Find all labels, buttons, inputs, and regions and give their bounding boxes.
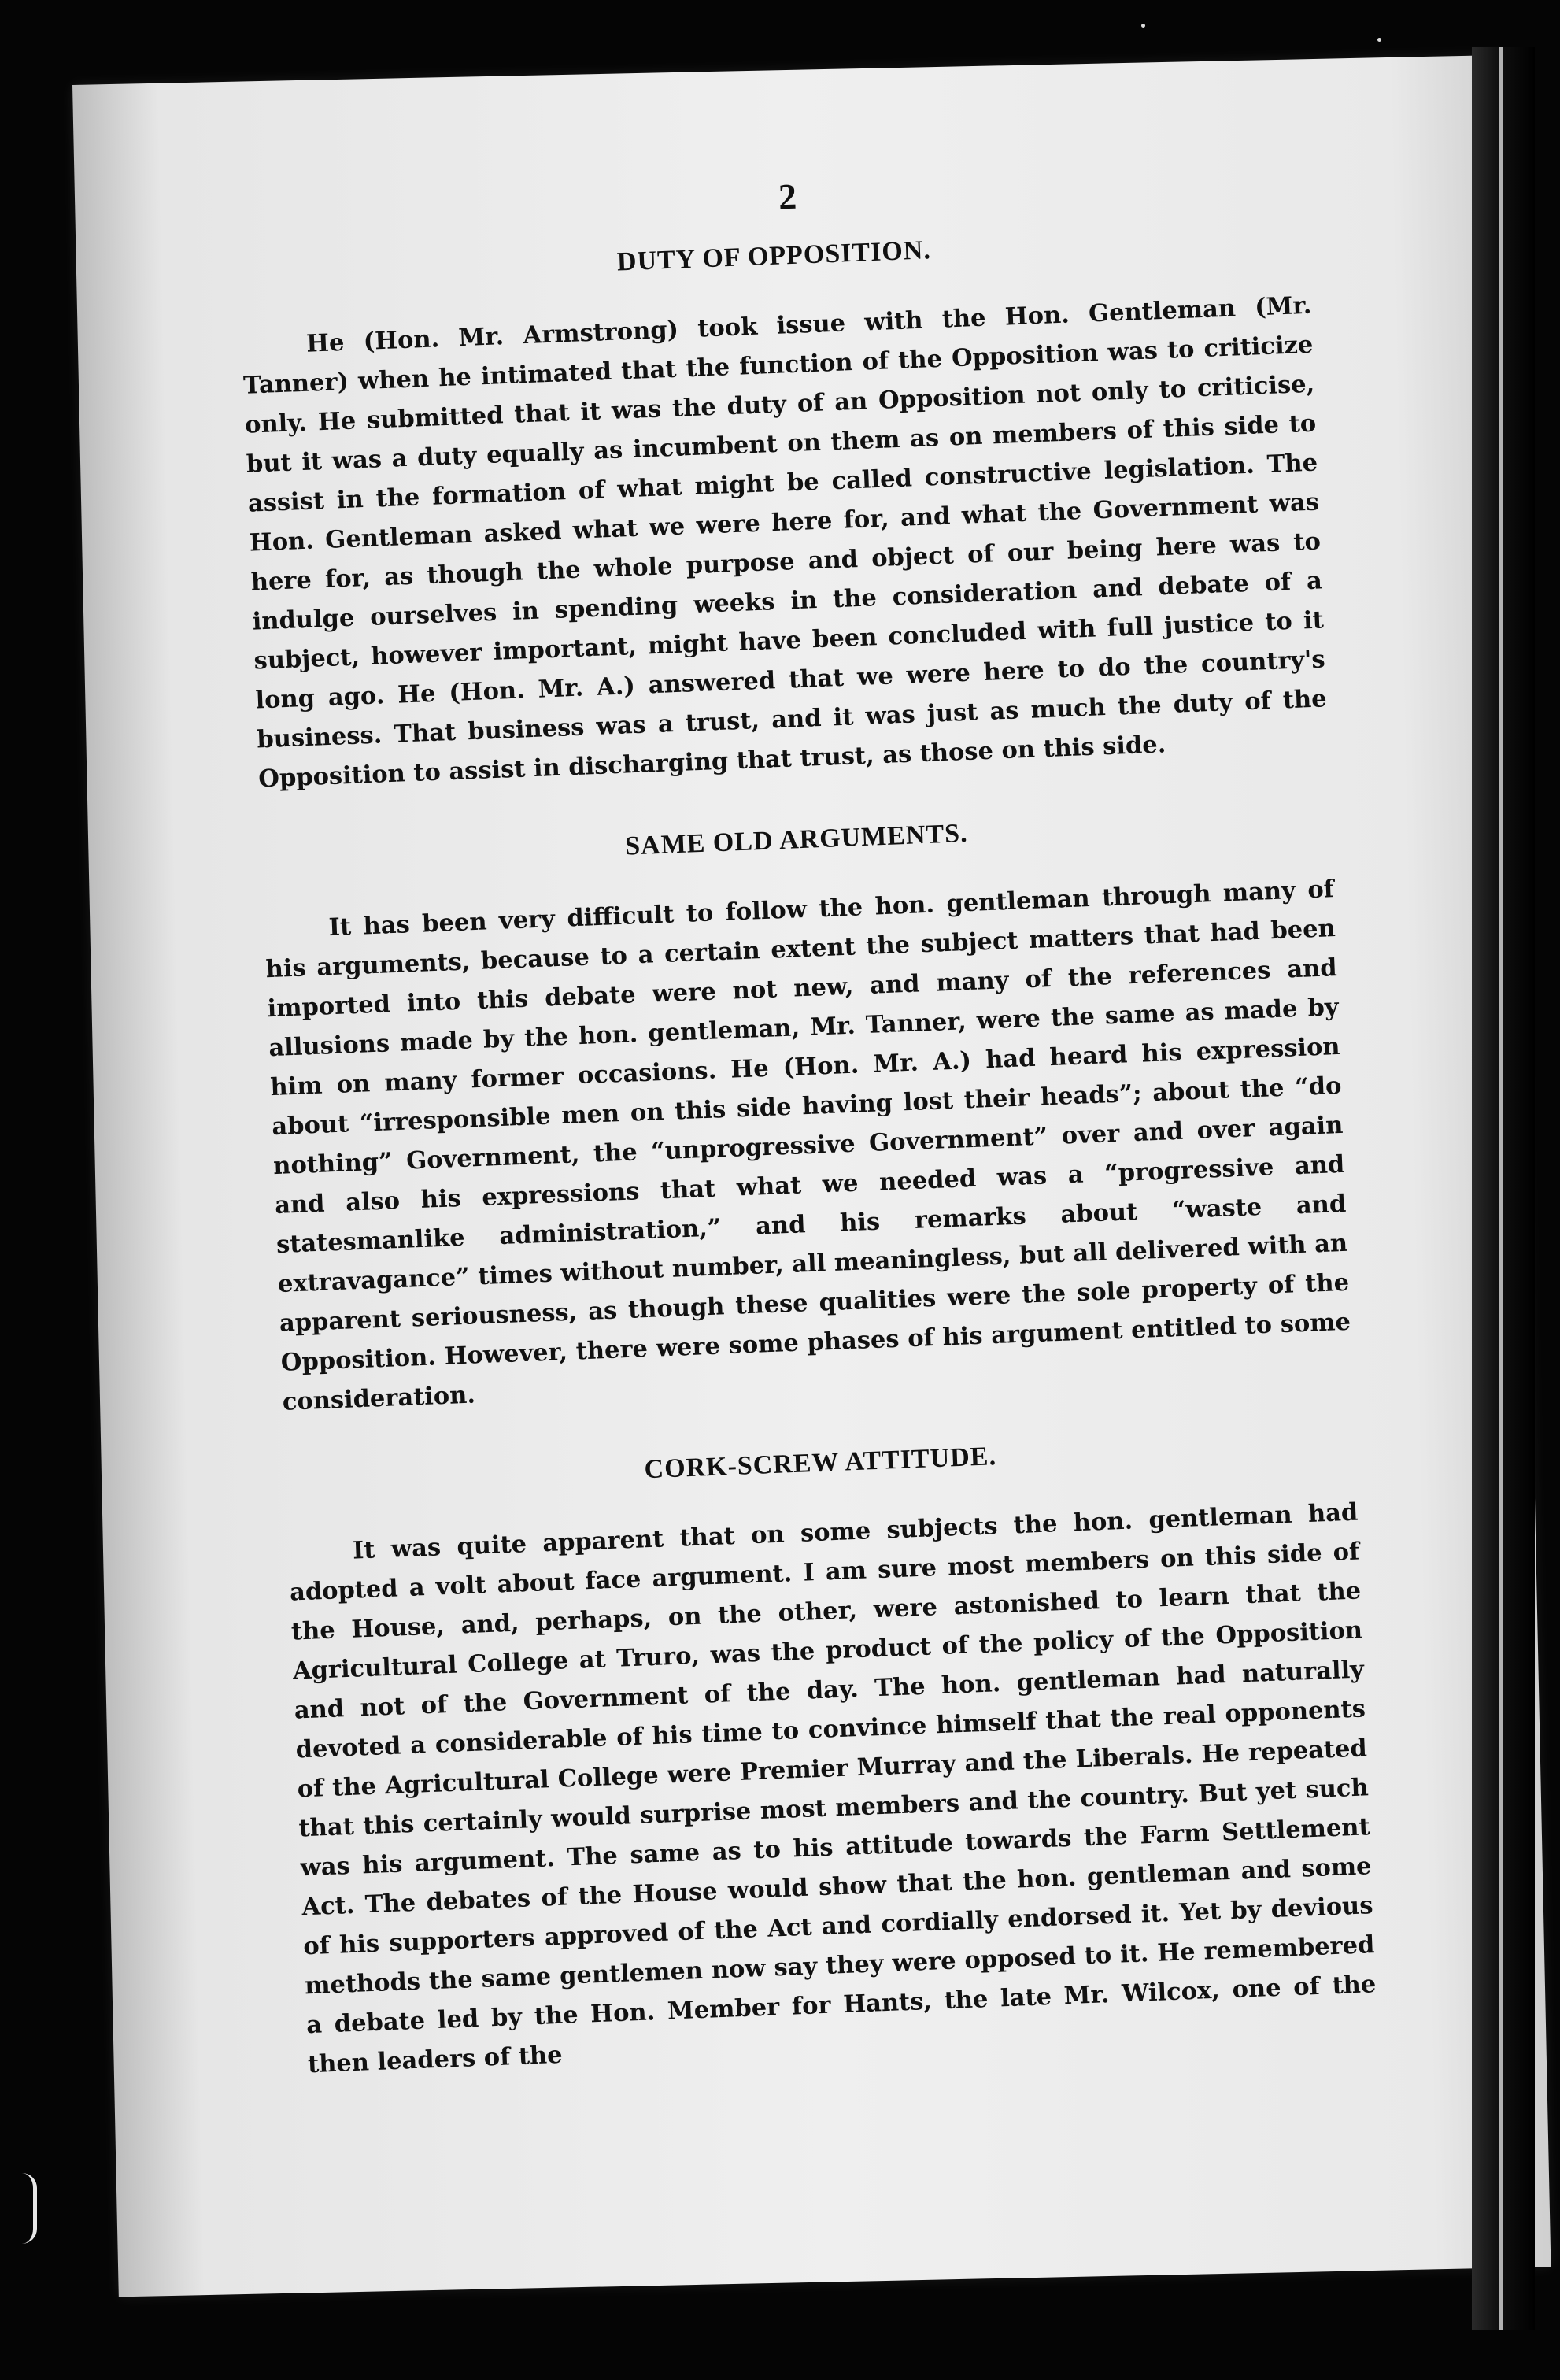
- section-paragraph: It has been very difficult to follow the hon. gentleman through many of his arguments, because to a certain extent the subject matters that had been imported into this debate were not new, and many of the references and allusions made by the hon. gentleman, Mr. Tanner, were the same as made by him on many former occasions. He (Hon. Mr. A.) had heard his expression about “irresponsible men on this side having lost their heads”; about the “do nothing” Government, the “unprogressive Government” over and over again and also his expressions that what we needed was a “progressive and statesmanlike administration,” and his remarks about “waste and extravagance” times without number, all meaningless, but all delivered with an apparent seriousness, as though these qualities were the sole property of the Opposition. However, there were some phases of his argument entitled to some consideration.: [265, 875, 1351, 1416]
- margin-mark: [22, 2173, 37, 2244]
- page-number: 2: [778, 176, 797, 217]
- section-heading: CORK-SCREW ATTITUDE.: [643, 1442, 997, 1485]
- section-heading: DUTY OF OPPOSITION.: [616, 235, 932, 277]
- document-body: [236, 156, 1380, 2131]
- section-cork-screw-attitude: [285, 1428, 1378, 2085]
- section-duty-of-opposition: [238, 221, 1329, 799]
- section-same-old-arguments: [261, 805, 1353, 1422]
- dust-speck: [1377, 38, 1381, 42]
- page-edge-line: [1499, 47, 1503, 2330]
- facing-page-edge: [1472, 47, 1535, 2330]
- section-paragraph: He (Hon. Mr. Armstrong) took issue with the Hon. Gentleman (Mr. Tanner) when he intimated that the function of the Opposition was to criticize only. He submitted that it was the duty of an Opposition not only to criticise, but it was a duty equally as incumbent on them as on members of this side to assist in the formation of what might be called constructive legislation. The Hon. Gentleman asked what we were here for, and what the Government was here for, as though the whole purpose and object of our being here was to indulge ourselves in spending weeks in the consideration and debate of a subject, however important, might have been concluded with full justice to it long ago. He (Hon. Mr. A.) answered that we were here to do the country's business. That business was a trust, and it was just as much the duty of the Opposition to assist in discharging that trust, as those on this side.: [242, 291, 1328, 794]
- section-paragraph: It was quite apparent that on some subjects the hon. gentleman had adopted a volt about face argument. I am sure most members on this side of the House, and, perhaps, on the other, were astonished to learn that the Agricultural College at Truro, was the product of the policy of the Opposition and not of the Government of the day. The hon. gentleman had naturally devoted a considerable of his time to convince himself that the real opponents of the Agricultural College were Premier Murray and the Liberals. He repeated that this certainly would surprise most members and the country. But yet such was his argument. The same as to his attitude towards the Farm Settlement Act. The debates of the House would show that the hon. gentleman and some of his supporters approved of the Act and cordially endorsed it. Yet by devious methods the same gentlemen now say they were opposed to it. He remembered a debate led by the Hon. Member for Hants, the late Mr. Wilcox, one of the then leaders of the: [289, 1497, 1377, 2079]
- dust-speck: [1141, 24, 1145, 28]
- section-heading: SAME OLD ARGUMENTS.: [624, 818, 969, 861]
